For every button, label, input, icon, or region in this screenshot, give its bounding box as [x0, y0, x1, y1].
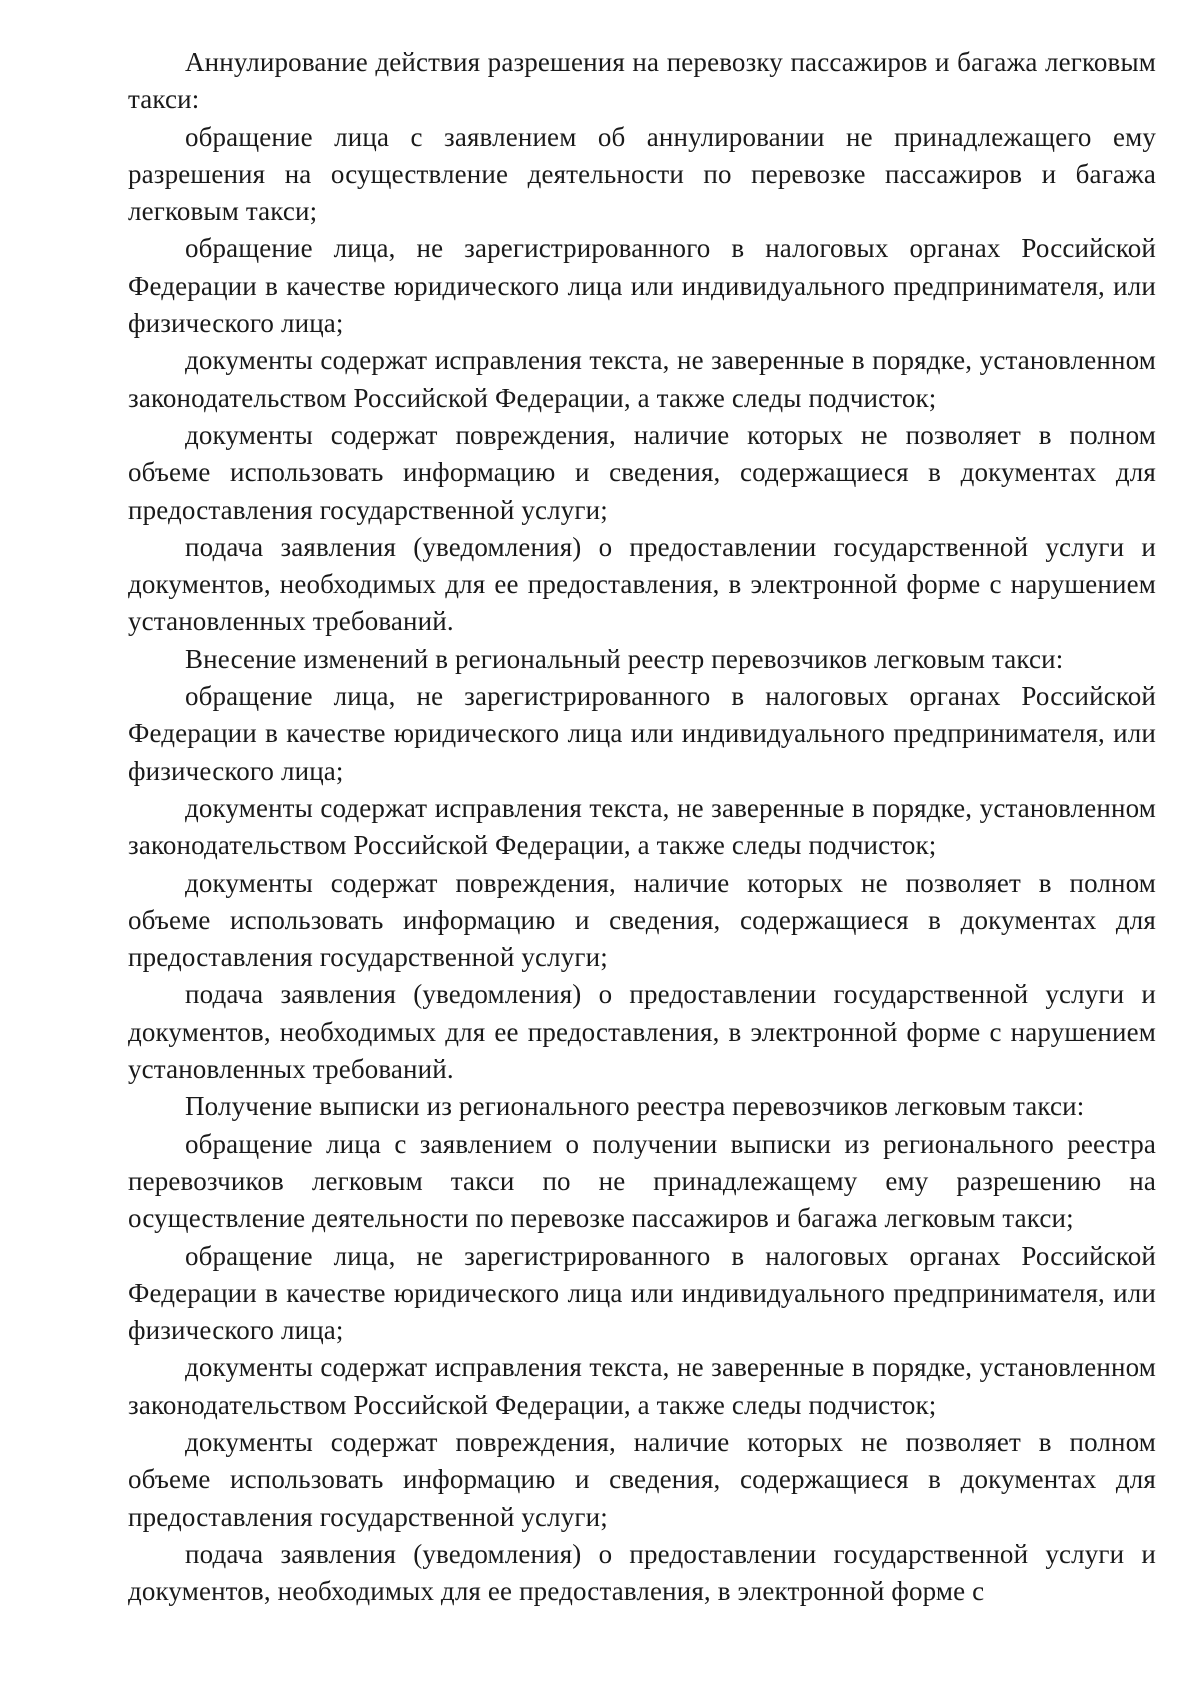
section-heading-annulment: Аннулирование действия разрешения на перевозку пассажиров и багажа легковым такси: — [128, 47, 1156, 115]
paragraph: документы содержат исправления текста, не заверенные в порядке, установленном законодательством Российской Федерации, а также следы подчисток; — [128, 345, 1156, 413]
paragraph: документы содержат повреждения, наличие которых не позволяет в полном объеме использовать информацию и сведения, содержащиеся в документах для предоставления государственной услуги; — [128, 867, 1156, 973]
paragraph: документы содержат исправления текста, не заверенные в порядке, установленном законодательством Российской Федерации, а также следы подчисток; — [128, 792, 1156, 861]
document-body — [128, 44, 1156, 1610]
paragraph: обращение лица, не зарегистрированного в налоговых органах Российской Федерации в качестве юридического лица или индивидуального предпринимателя, или физического лица; — [128, 233, 1156, 339]
section-heading-registry-extract: Получение выписки из регионального реестра перевозчиков легковым такси: — [185, 1091, 1085, 1122]
paragraph: документы содержат повреждения, наличие которых не позволяет в полном объеме использовать информацию и сведения, содержащиеся в документах для предоставления государственной услуги; — [128, 1426, 1156, 1532]
paragraph: подача заявления (уведомления) о предоставлении государственной услуги и документов, необходимых для ее предоставления, в электронной форме с нарушением установленных требований. — [128, 531, 1156, 637]
paragraph: документы содержат повреждения, наличие которых не позволяет в полном объеме использовать информацию и сведения, содержащиеся в документах для предоставления государственной услуги; — [128, 419, 1156, 525]
paragraph: обращение лица, не зарегистрированного в налоговых органах Российской Федерации в качестве юридического лица или индивидуального предпринимателя, или физического лица; — [128, 681, 1156, 786]
paragraph: обращение лица с заявлением о получении выписки из регионального реестра перевозчиков легковым такси по не принадлежащему ему разрешению на осуществление деятельности по перевозке пассажиров и багажа легковым такси; — [128, 1128, 1156, 1234]
paragraph: подача заявления (уведомления) о предоставлении государственной услуги и документов, необходимых для ее предоставления, в электронной форме с нарушением установленных требований. — [128, 979, 1156, 1085]
paragraph: обращение лица, не зарегистрированного в налоговых органах Российской Федерации в качестве юридического лица или индивидуального предпринимателя, или физического лица; — [128, 1240, 1156, 1346]
paragraph: обращение лица с заявлением об аннулировании не принадлежащего ему разрешения на осуществление деятельности по перевозке пассажиров и багажа легковым такси; — [128, 121, 1156, 227]
paragraph: подача заявления (уведомления) о предоставлении государственной услуги и документов, необходимых для ее предоставления, в электронной форме с — [128, 1538, 1156, 1607]
section-heading-registry-changes: Внесение изменений в региональный реестр перевозчиков легковым такси: — [185, 643, 1064, 674]
paragraph: документы содержат исправления текста, не заверенные в порядке, установленном законодательством Российской Федерации, а также следы подчисток; — [128, 1352, 1156, 1420]
